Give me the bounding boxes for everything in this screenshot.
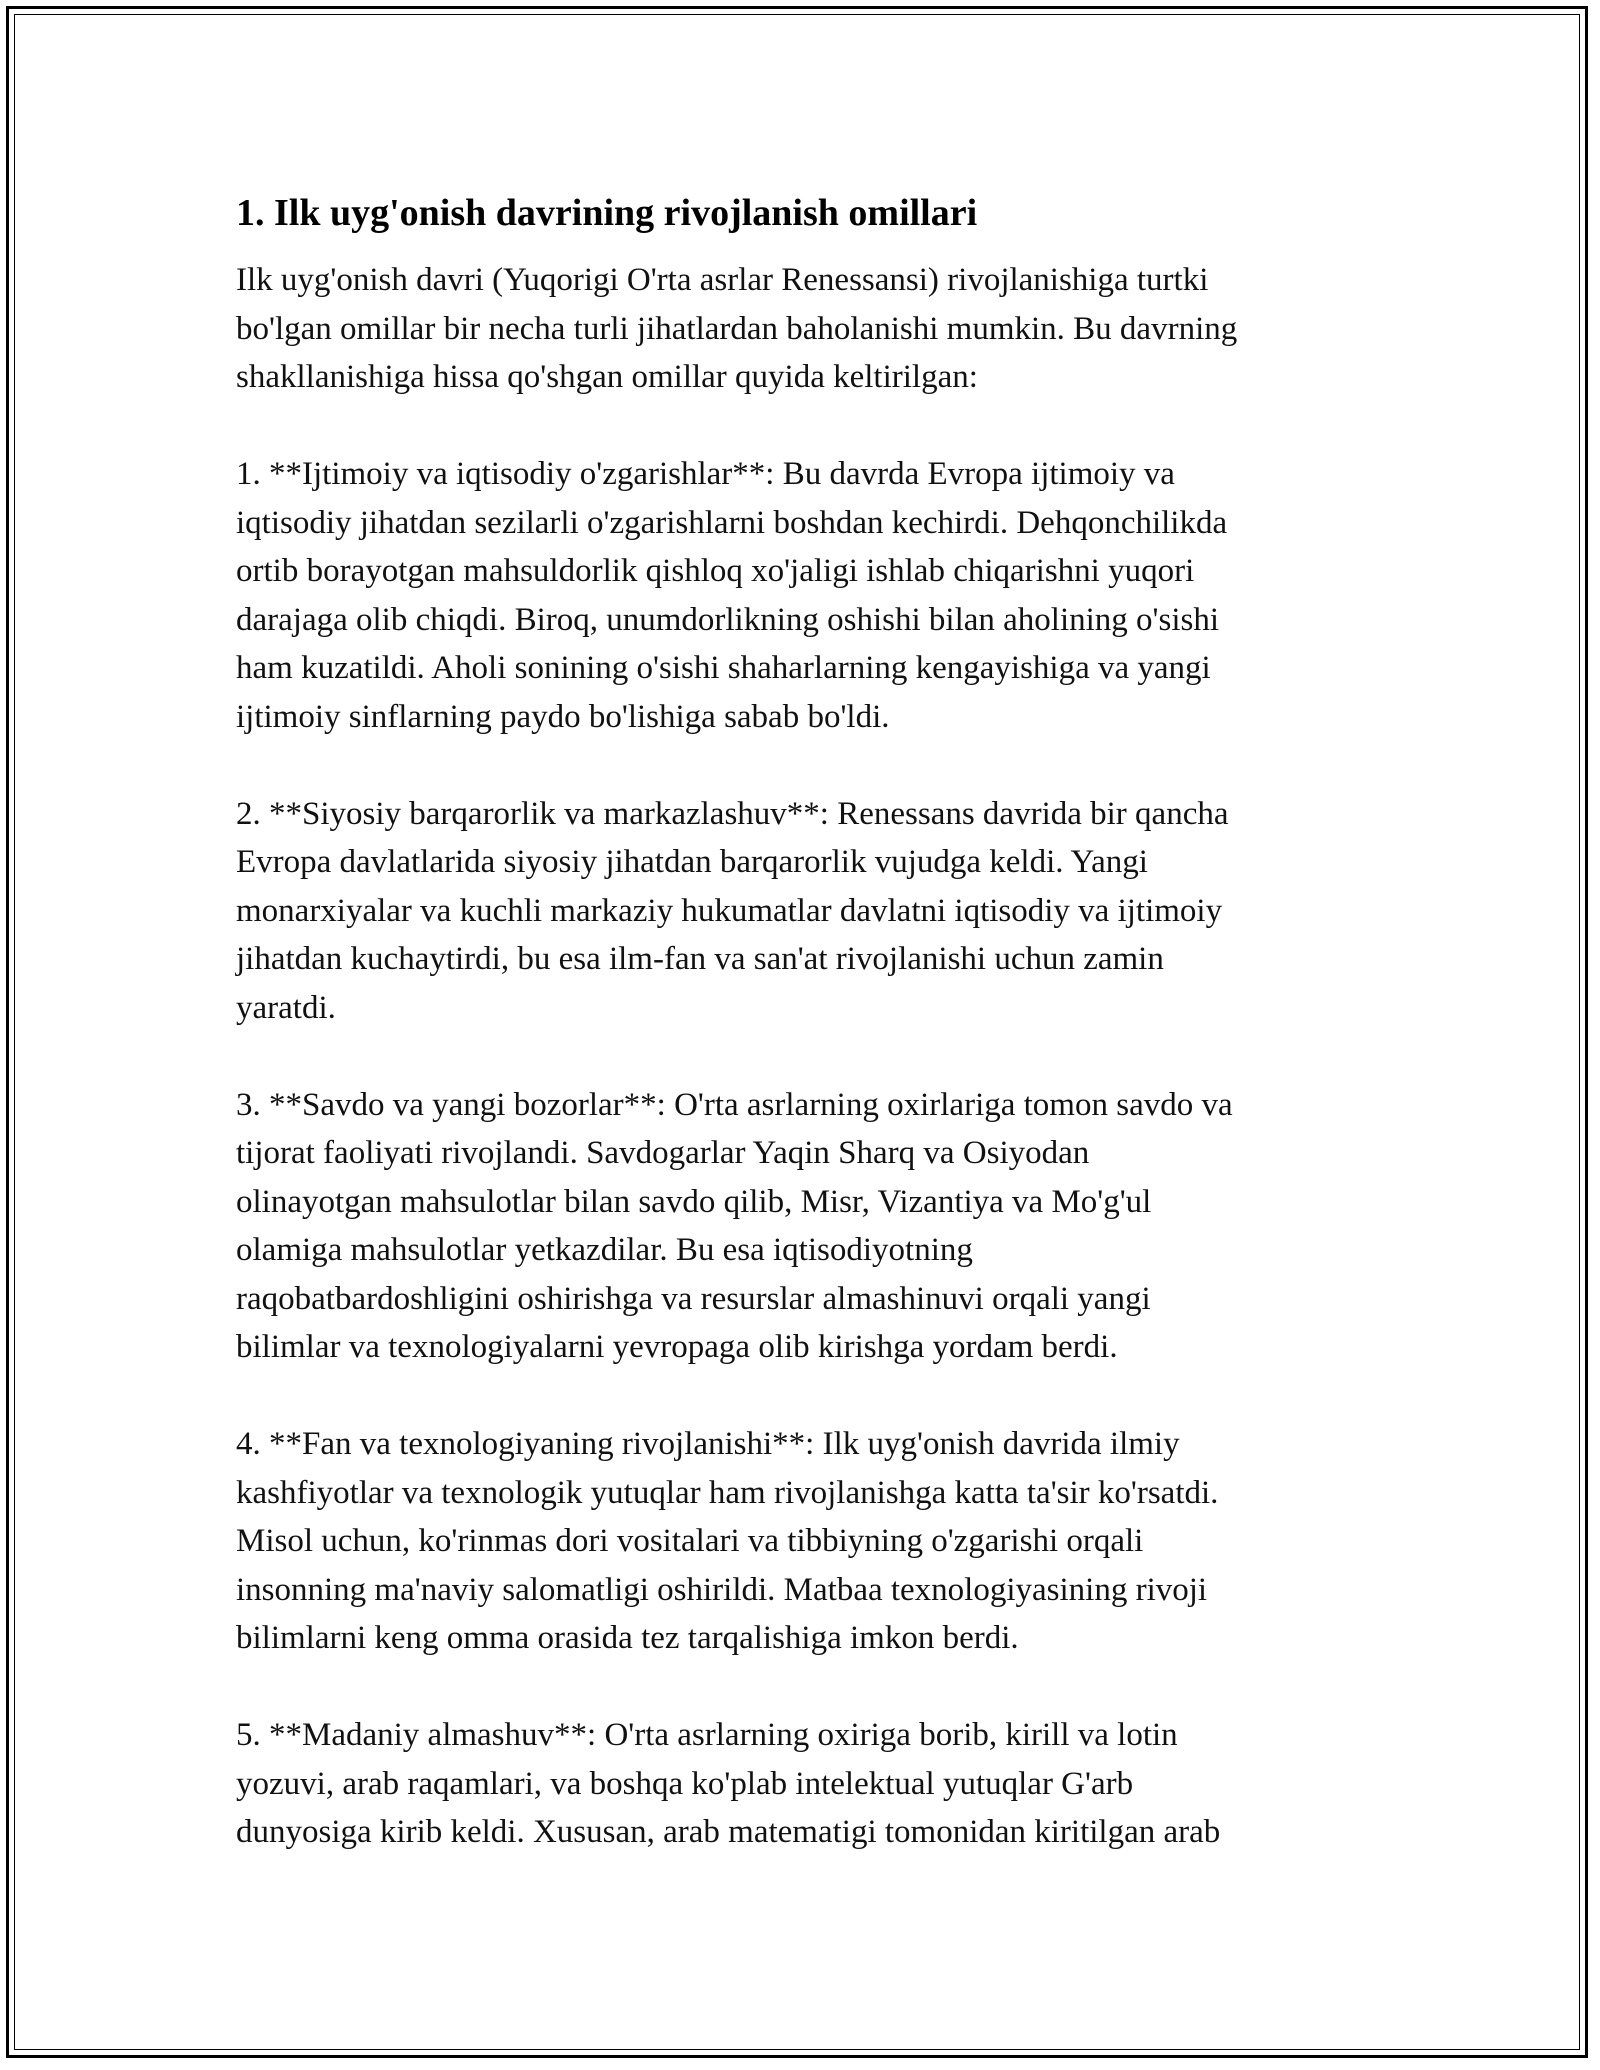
text-line: 4. **Fan va texnologiyaning rivojlanishi**: Ilk uyg'onish davrida ilmiy <box>236 1426 1180 1462</box>
text-line: jihatdan kuchaytirdi, bu esa ilm-fan va san'at rivojlanishi uchun zamin <box>236 941 1164 977</box>
text-line: olamiga mahsulotlar yetkazdilar. Bu esa iqtisodiyotning <box>236 1232 973 1268</box>
text-line: dunyosiga kirib keldi. Xususan, arab matematigi tomonidan kiritilgan arab <box>236 1814 1221 1850</box>
text-line: bo'lgan omillar bir necha turli jihatlardan baholanishi mumkin. Bu davrning <box>236 310 1238 347</box>
text-line: olinayotgan mahsulotlar bilan savdo qilib, Misr, Vizantiya va Mo'g'ul <box>236 1183 1152 1220</box>
text-line: yaratdi. <box>236 989 336 1026</box>
text-line: shakllanishiga hissa qo'shgan omillar quyida keltirilgan: <box>236 359 978 395</box>
paragraph-item-2 <box>236 790 1364 1033</box>
paragraph-item-5 <box>236 1711 1364 1857</box>
text-line: ijtimoiy sinflarning paydo bo'lishiga sabab bo'ldi. <box>236 698 890 735</box>
text-line: 5. **Madaniy almashuv**: O'rta asrlarning oxiriga borib, kirill va lotin <box>236 1717 1178 1753</box>
text-line: Evropa davlatlarida siyosiy jihatdan barqarorlik vujudga keldi. Yangi <box>236 844 1148 880</box>
text-line: Misol uchun, ko'rinmas dori vositalari va tibbiyning o'zgarishi orqali <box>236 1523 1144 1559</box>
text-line: iqtisodiy jihatdan sezilarli o'zgarishlarni boshdan kechirdi. Dehqonchilikda <box>236 504 1228 541</box>
text-line: 2. **Siyosiy barqarorlik va markazlashuv**: Renessans davrida bir qancha <box>236 795 1229 832</box>
text-line: yozuvi, arab raqamlari, va boshqa ko'plab intelektual yutuqlar G'arb <box>236 1765 1134 1802</box>
text-line: darajaga olib chiqdi. Biroq, unumdorlikning oshishi bilan aholining o'sishi <box>236 601 1220 638</box>
paragraph-item-3 <box>236 1081 1364 1372</box>
text-line: insonning ma'naviy salomatligi oshirildi. Matbaa texnologiyasining rivoji <box>236 1571 1208 1608</box>
document-page <box>236 186 1364 1905</box>
text-line: bilimlar va texnologiyalarni yevropaga olib kirishga yordam berdi. <box>236 1329 1118 1365</box>
text-line: 3. **Savdo va yangi bozorlar**: O'rta asrlarning oxirlariga tomon savdo va <box>236 1086 1233 1123</box>
paragraph-intro <box>236 256 1364 402</box>
text-line: ortib borayotgan mahsuldorlik qishloq xo'jaligi ishlab chiqarishni yuqori <box>236 553 1195 589</box>
text-line: Ilk uyg'onish davri (Yuqorigi O'rta asrlar Renessansi) rivojlanishiga turtki <box>236 262 1209 298</box>
paragraph-item-4 <box>236 1420 1364 1663</box>
text-line: monarxiyalar va kuchli markaziy hukumatlar davlatni iqtisodiy va ijtimoiy <box>236 892 1223 929</box>
text-line: bilimlarni keng omma orasida tez tarqalishiga imkon berdi. <box>236 1620 1019 1656</box>
text-line: kashfiyotlar va texnologik yutuqlar ham rivojlanishga katta ta'sir ko'rsatdi. <box>236 1474 1219 1511</box>
text-line: tijorat faoliyati rivojlandi. Savdogarlar Yaqin Sharq va Osiyodan <box>236 1135 1090 1171</box>
paragraph-item-1 <box>236 450 1364 741</box>
section-heading: 1. Ilk uyg'onish davrining rivojlanish omillari <box>236 192 978 234</box>
text-line: raqobatbardoshligini oshirishga va resurslar almashinuvi orqali yangi <box>236 1280 1151 1317</box>
text-line: ham kuzatildi. Aholi sonining o'sishi shaharlarning kengayishiga va yangi <box>236 650 1211 686</box>
text-line: 1. **Ijtimoiy va iqtisodiy o'zgarishlar**: Bu davrda Evropa ijtimoiy va <box>236 456 1175 492</box>
